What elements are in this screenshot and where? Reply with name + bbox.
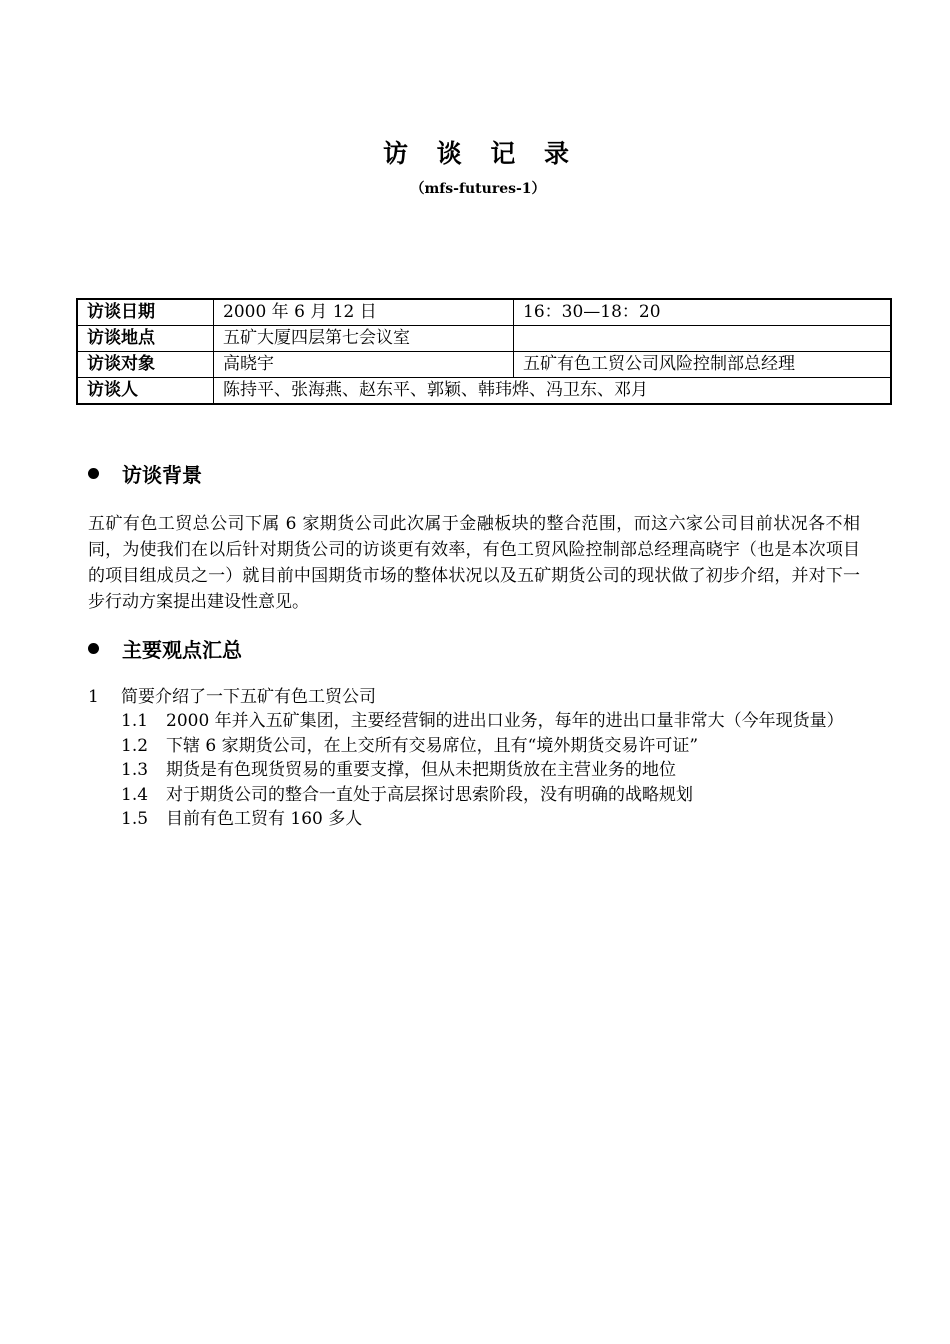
list-item-text: 简要介绍了一下五矿有色工贸公司 [121,687,376,707]
document-title: 访 谈 记 录 [382,139,580,168]
list-item [121,783,856,808]
sub-list [121,709,856,832]
list-item [121,807,856,832]
interviewers-value: 陈持平、张海燕、赵东平、郭颖、韩玮烨、冯卫东、邓月 [214,378,892,405]
list-item-number: 1.2 [121,735,149,756]
list-item-number: 1.5 [121,809,149,829]
bullet-icon [88,468,99,479]
list-item-text: 对于期货公司的整合一直处于高层探讨思索阶段，没有明确的战略规划 [166,784,693,805]
document-subtitle: （mfs-futures-1） [410,181,546,197]
background-paragraph: 五矿有色工贸总公司下属 6 家期货公司此次属于金融板块的整合范围，而这六家公司目前状况各不相同，为使我们在以后针对期货公司的访谈更有效率，有色工贸风险控制部总经理高晓宇（也是本次项目的项目组成员之一）就目前中国期货市场的整体状况以及五矿期货公司的现状做了初步介绍，并对下一步行动方案提出建设性意见。 [88,514,860,612]
time-value: 16：30—18：20 [514,299,892,326]
list-item-number: 1.4 [121,784,149,805]
list-item-number: 1 [88,687,99,707]
location-extra [514,326,892,352]
list-item-number: 1.3 [121,760,149,780]
bullet-icon [88,643,99,654]
table-row-interviewee [77,352,891,378]
interviewers-label: 访谈人 [77,378,214,405]
background-heading-text: 访谈背景 [122,463,202,487]
date-label: 访谈日期 [77,299,214,326]
list-item [121,709,856,734]
interviewee-name: 高晓宇 [214,352,514,378]
interview-info-table [76,298,892,405]
table-row-location [77,326,891,352]
list-item-text: 目前有色工贸有 160 多人 [166,809,363,829]
list-item [88,685,376,709]
list-item-text: 2000 年并入五矿集团，主要经营铜的进出口业务，每年的进出口量非常大（今年现货量） [166,711,844,731]
list-item-text: 期货是有色现货贸易的重要支撑，但从未把期货放在主营业务的地位 [166,760,676,780]
table-row-interviewers [77,378,891,405]
list-item-text: 下辖 6 家期货公司，在上交所有交易席位，且有“境外期货交易许可证” [166,735,699,756]
list-item [121,734,856,759]
table-row-date [77,299,891,326]
summary-heading-text: 主要观点汇总 [122,638,242,662]
location-label: 访谈地点 [77,326,214,352]
background-heading [88,459,202,488]
list-item [121,758,856,783]
summary-heading [88,634,242,663]
interviewee-title: 五矿有色工贸公司风险控制部总经理 [514,352,892,378]
date-value: 2000 年 6 月 12 日 [214,299,514,326]
interviewee-label: 访谈对象 [77,352,214,378]
location-value: 五矿大厦四层第七会议室 [214,326,514,352]
list-item-number: 1.1 [121,711,149,731]
